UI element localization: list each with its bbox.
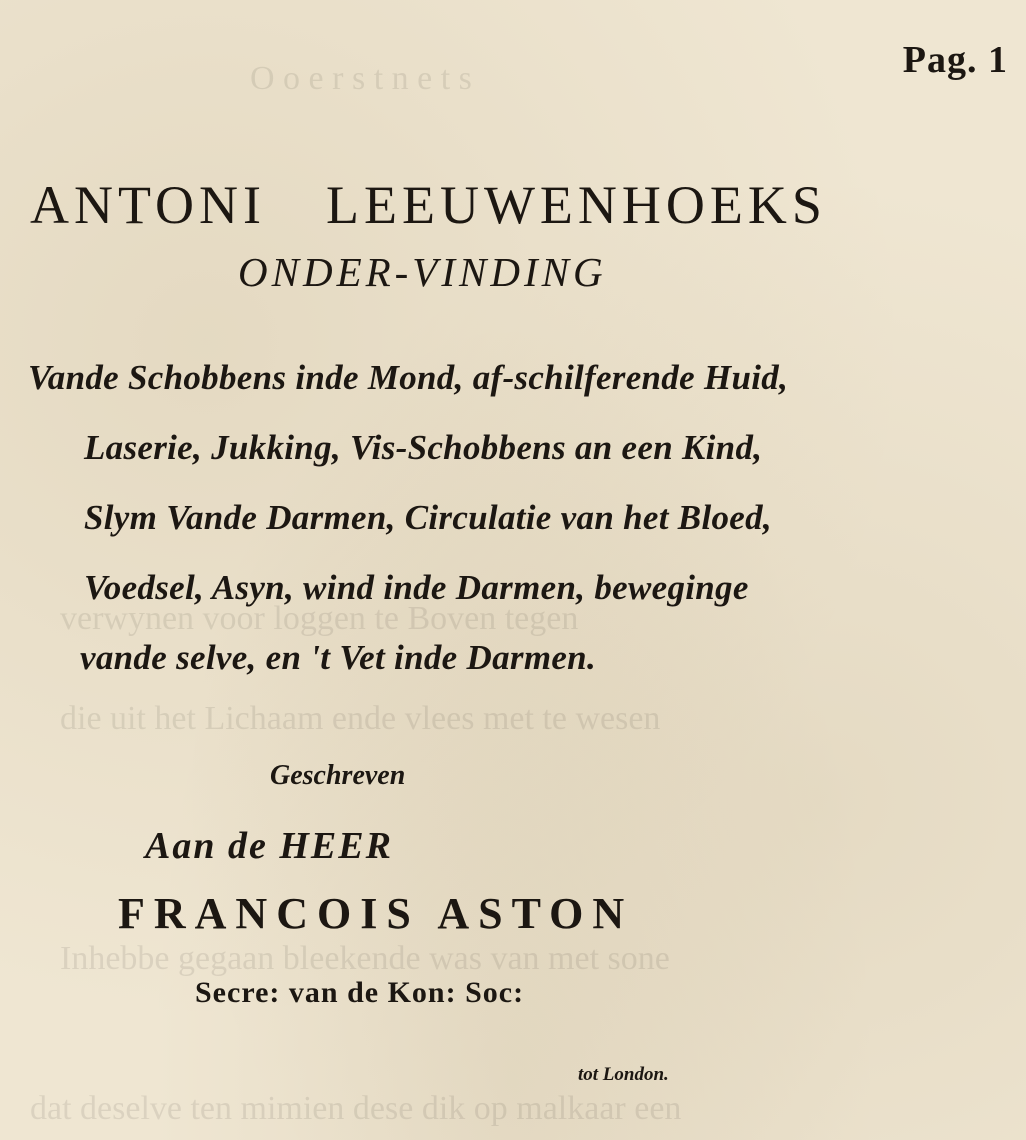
title-last-name: LEEUWENHOEKS (325, 175, 827, 235)
page-number: Pag. 1 (902, 39, 1008, 81)
addressee-title: Secre: van de Kon: Soc: (195, 976, 525, 1009)
written-label: Geschreven (270, 760, 406, 791)
subtitle-line: Laserie, Jukking, Vis-Schobbens an een Kind, (84, 428, 763, 467)
addressee-prefix: Aan de HEER (145, 825, 393, 867)
addressee-name: FRANCOIS ASTON (118, 889, 634, 938)
subtitle-line: Slym Vande Darmen, Circulatie van het Bloed, (84, 498, 772, 537)
bleed-through-text: dat deselve ten mimien dese dik op malkaar een (30, 1090, 682, 1127)
title-first-name: ANTONI (30, 175, 266, 235)
bleed-through-text: Inhebbe gegaan bleekende was van met sone (60, 940, 670, 977)
bleed-through-text: verwynen voor loggen te Boven tegen (60, 600, 579, 637)
location: tot London. (578, 1064, 669, 1085)
title-author (30, 174, 1005, 236)
subtitle-line: Vande Schobbens inde Mond, af-schilferende Huid, (28, 358, 789, 397)
bleed-through-text: O o e r s t n e t s (250, 60, 472, 97)
title-work: ONDER-VINDING (238, 249, 607, 295)
subtitle-line: Voedsel, Asyn, wind inde Darmen, beweginge (84, 568, 749, 607)
subtitle-line: vande selve, en 't Vet inde Darmen. (80, 638, 597, 677)
bleed-through-text: die uit het Lichaam ende vlees met te wesen (60, 700, 661, 737)
